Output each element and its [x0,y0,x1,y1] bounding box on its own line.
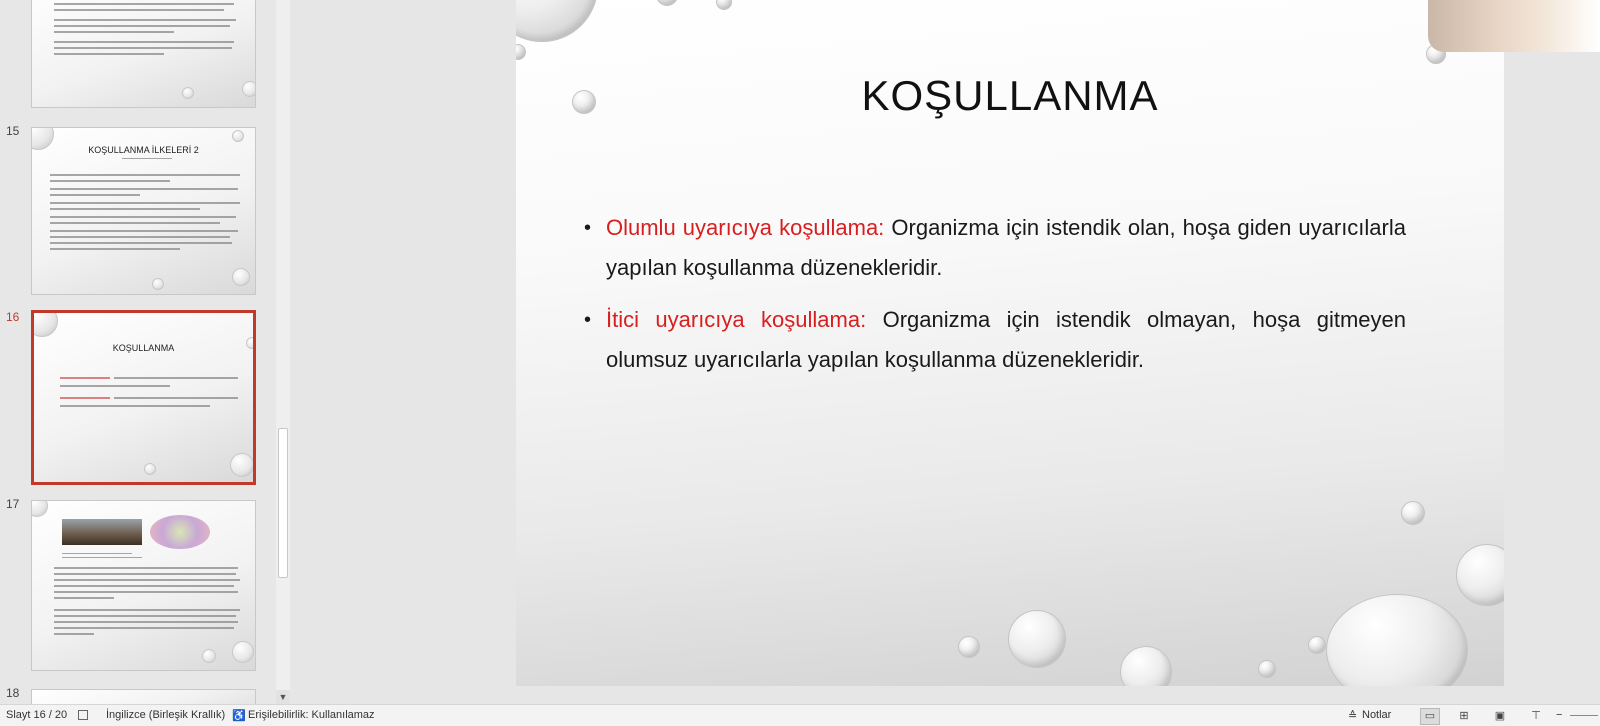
slide-show-icon[interactable]: ⊤ [1531,710,1541,722]
decorative-bubble [656,0,678,6]
slide-number-16: 16 [6,310,20,324]
slide-thumbnail-16[interactable] [31,310,256,485]
spellcheck-icon[interactable] [78,709,92,721]
thumbnail-scrollbar-thumb[interactable] [278,428,288,578]
status-bar [0,704,1600,726]
slide-number-17: 17 [6,497,20,511]
notes-button[interactable]: Notlar [1362,709,1392,721]
scroll-down-arrow-icon[interactable]: ▼ [276,690,290,704]
decorative-bubble [1258,660,1276,678]
normal-view-icon[interactable]: ▭ [1420,708,1440,725]
slide-indicator: Slayt 16 / 20 [6,709,68,721]
slide-title[interactable]: KOŞULLANMA [861,72,1159,119]
notes-icon[interactable]: ≙ [1348,710,1358,722]
slide-sorter-view-icon[interactable]: ⊞ [1459,710,1469,722]
decorative-bubble [1308,636,1326,654]
decorative-bubble [716,0,732,10]
accessibility-icon[interactable]: ♿ [232,710,246,722]
slide-number-15: 15 [6,124,20,138]
bullet-dot-icon: • [584,309,592,331]
slide-thumbnail-15[interactable] [31,127,256,295]
slide-thumbnail-14[interactable] [31,0,256,108]
thumbnail-scrollbar[interactable] [276,0,290,704]
bullet-item[interactable] [584,300,1406,380]
decorative-bubble [516,0,598,42]
slide-thumbnail-18[interactable] [31,689,256,704]
decorative-bubble [1008,610,1066,668]
accessibility-status[interactable]: Erişilebilirlik: Kullanılamaz [248,709,375,721]
bullet-term: Olumlu uyarıcıya koşullama: [606,215,885,240]
bullet-text: Organizma için istendik olan, hoşa giden uyarıcılarla yapılan koşullanma düzenekleridir. [606,215,1406,280]
language-indicator[interactable]: İngilizce (Birleşik Krallık) [106,709,226,721]
zoom-slider[interactable] [1570,715,1598,716]
bullet-term: İtici uyarıcıya koşullama: [606,307,867,332]
bullet-text: Organizma için istendik olmayan, hoşa gitmeyen olumsuz uyarıcılarla yapılan koşullanma düzenekleridir. [606,307,1406,372]
slide-number-18: 18 [6,686,20,700]
thumbnail-title: KOŞULLANMA [112,343,175,353]
decorative-bubble [1120,646,1172,686]
slide-thumbnail-17[interactable] [31,500,256,671]
decorative-bubble [958,636,980,658]
decorative-bubble [1401,501,1425,525]
horse-photo [62,519,142,545]
webcam-overlay [1428,0,1600,52]
brain-image [150,515,210,549]
thumbnail-title: KOŞULLANMA İLKELERİ 2 [88,145,199,155]
decorative-bubble [1326,594,1468,686]
reading-view-icon[interactable]: ▣ [1494,710,1506,722]
thumbnail-pane [0,0,292,704]
bullet-item[interactable] [584,208,1406,288]
decorative-bubble [516,44,526,60]
decorative-bubble [1456,544,1504,606]
slide-canvas[interactable] [516,0,1504,686]
zoom-out-icon[interactable]: − [1556,709,1563,721]
bullet-dot-icon: • [584,217,592,239]
